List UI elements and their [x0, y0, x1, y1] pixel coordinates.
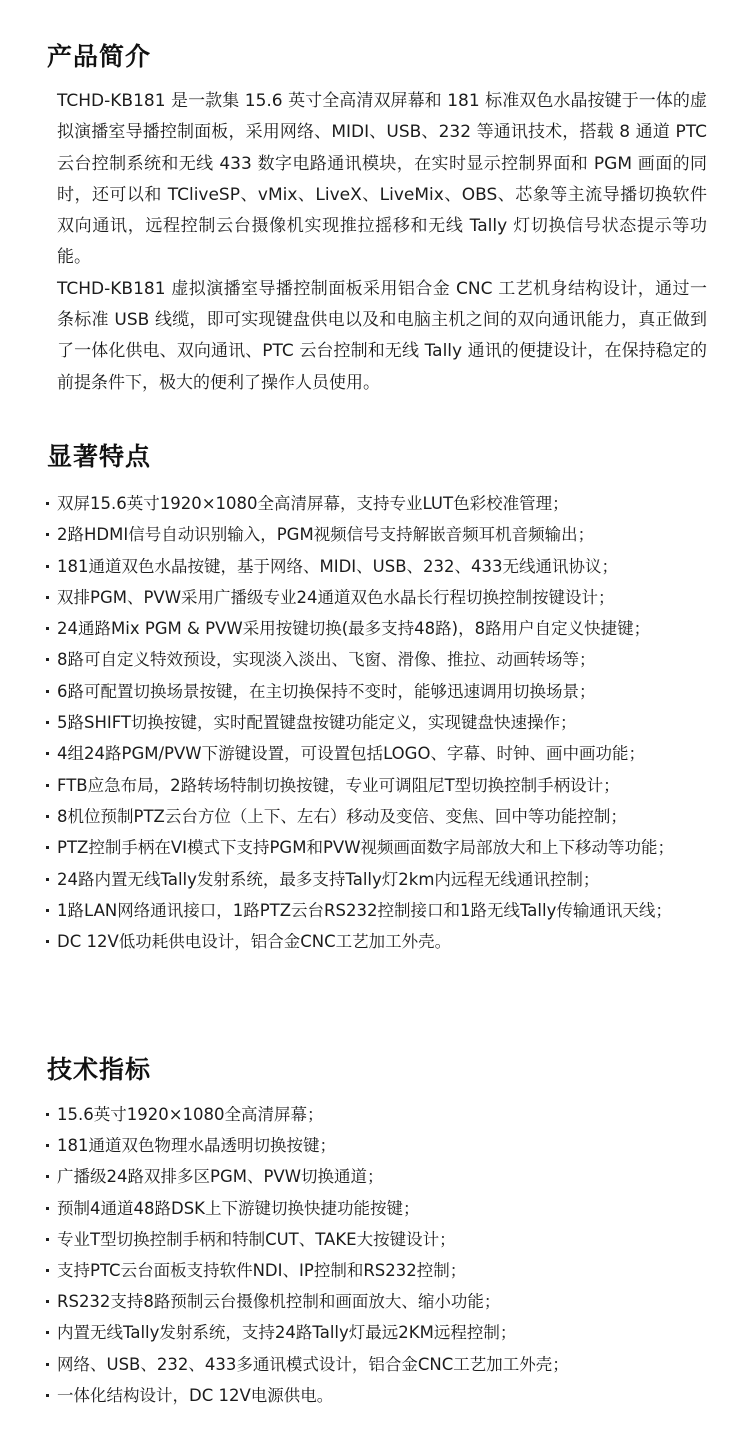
feature-item: PTZ控制手柄在VI模式下支持PGM和PVW视频画面数字局部放大和上下移动等功能； — [44, 832, 704, 863]
intro-paragraph-1: TCHD-KB181 是一款集 15.6 英寸全高清双屏幕和 181 标准双色水晶按键于一体的虚拟演播室导播控制面板，采用网络、MIDI、USB、232 等通讯技术，搭载 8 通道 PTC 云台控制系统和无线 433 数字电路通讯模块，在实时显示控制界面和 PGM 画面的同时，还可以和 TCliveSP、vMix、LiveX、LiveMix、OBS、芯象等主流导播切换软件双向通讯，远程控制云台摄像机实现推拉摇移和无线 Tally 灯切换信号状态提示等功能。 — [57, 91, 707, 268]
feature-item: 4组24路PGM/PVW下游键设置，可设置包括LOGO、字幕、时钟、画中画功能； — [44, 738, 704, 769]
spec-item: 预制4通道48路DSK上下游键切换快捷功能按键； — [44, 1193, 704, 1224]
feature-item: 2路HDMI信号自动识别输入，PGM视频信号支持解嵌音频耳机音频输出； — [44, 519, 704, 550]
spec-item: 专业T型切换控制手柄和特制CUT、TAKE大按键设计； — [44, 1224, 704, 1255]
feature-item: 24通路Mix PGM & PVW采用按键切换(最多支持48路)，8路用户自定义快捷键； — [44, 613, 704, 644]
feature-item: 6路可配置切换场景按键，在主切换保持不变时，能够迅速调用切换场景； — [44, 676, 704, 707]
spec-item: 支持PTC云台面板支持软件NDI、IP控制和RS232控制； — [44, 1255, 704, 1286]
feature-item: 8机位预制PTZ云台方位（上下、左右）移动及变倍、变焦、回中等功能控制； — [44, 801, 704, 832]
spec-item: 广播级24路双排多区PGM、PVW切换通道； — [44, 1161, 704, 1192]
feature-item: 5路SHIFT切换按键，实时配置键盘按键功能定义，实现键盘快速操作； — [44, 707, 704, 738]
feature-item: 双排PGM、PVW采用广播级专业24通道双色水晶长行程切换控制按键设计； — [44, 582, 704, 613]
spec-item: 一体化结构设计，DC 12V电源供电。 — [44, 1380, 704, 1411]
spec-item: 内置无线Tally发射系统，支持24路Tally灯最远2KM远程控制； — [44, 1317, 704, 1348]
features-section-title: 显著特点 — [47, 442, 152, 471]
intro-paragraph-2: TCHD-KB181 虚拟演播室导播控制面板采用铝合金 CNC 工艺机身结构设计，通过一条标准 USB 线缆，即可实现键盘供电以及和电脑主机之间的双向通讯能力，真正做到了一体化供电、双向通讯、PTC 云台控制和无线 Tally 通讯的便捷设计，在保持稳定的前提条件下，极大的便利了操作人员使用。 — [57, 278, 707, 393]
spec-item: 15.6英寸1920×1080全高清屏幕； — [44, 1099, 704, 1130]
spec-item: 网络、USB、232、433多通讯模式设计，铝合金CNC工艺加工外壳； — [44, 1349, 704, 1380]
specs-list — [44, 1099, 704, 1411]
feature-item: 1路LAN网络通讯接口，1路PTZ云台RS232控制接口和1路无线Tally传输通讯天线； — [44, 895, 704, 926]
intro-body — [57, 86, 707, 399]
feature-item: 24路内置无线Tally发射系统，最多支持Tally灯2km内远程无线通讯控制； — [44, 864, 704, 895]
spec-item: 181通道双色物理水晶透明切换按键； — [44, 1130, 704, 1161]
feature-item: DC 12V低功耗供电设计，铝合金CNC工艺加工外壳。 — [44, 926, 704, 957]
feature-item: 双屏15.6英寸1920×1080全高清屏幕，支持专业LUT色彩校准管理； — [44, 488, 704, 519]
feature-item: 181通道双色水晶按键，基于网络、MIDI、USB、232、433无线通讯协议； — [44, 551, 704, 582]
features-list — [44, 488, 704, 957]
feature-item: FTB应急布局，2路转场特制切换按键，专业可调阻尼T型切换控制手柄设计； — [44, 770, 704, 801]
intro-section-title: 产品简介 — [47, 42, 152, 71]
feature-item: 8路可自定义特效预设，实现淡入淡出、飞窗、滑像、推拉、动画转场等； — [44, 644, 704, 675]
spec-item: RS232支持8路预制云台摄像机控制和画面放大、缩小功能； — [44, 1286, 704, 1317]
specs-section-title: 技术指标 — [47, 1055, 152, 1084]
